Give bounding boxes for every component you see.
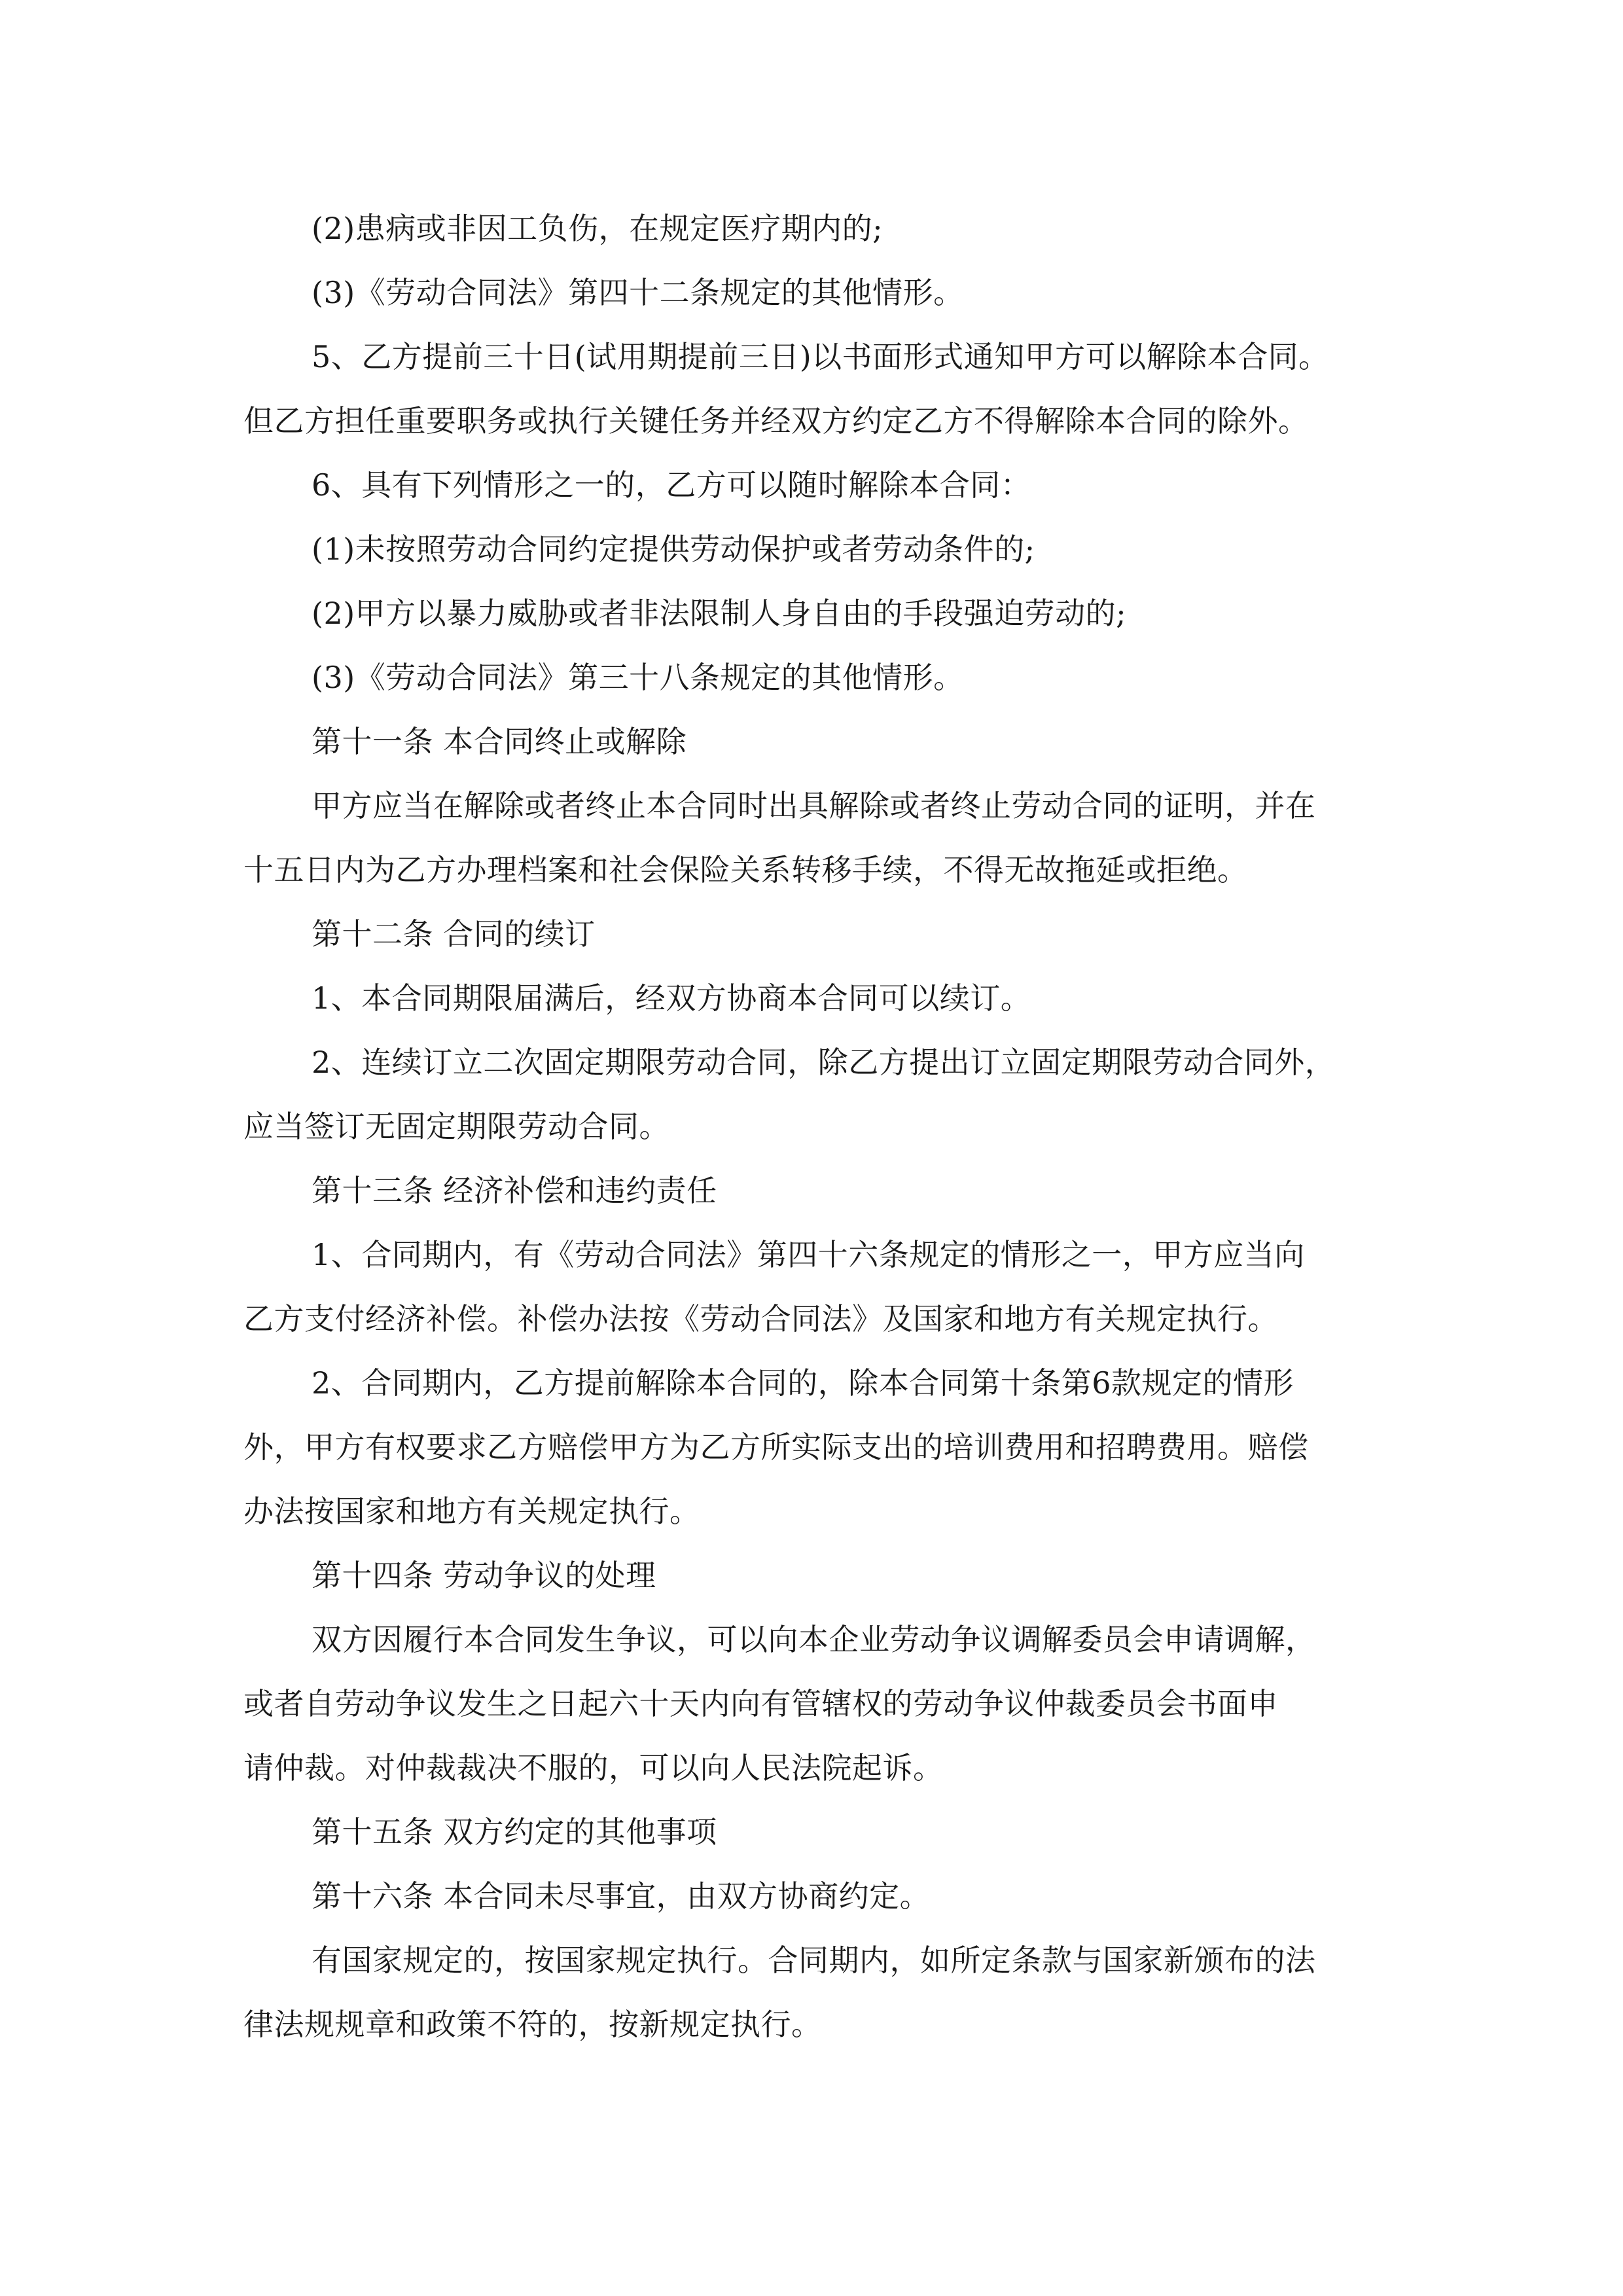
text-line: 6、具有下列情形之一的，乙方可以随时解除本合同： [312,467,1031,503]
text-line: (3)《劳动合同法》第四十二条规定的其他情形。 [312,275,964,310]
text-line: (2)患病或非因工负伤，在规定医疗期内的; [312,211,883,246]
text-line: 5、乙方提前三十日(试用期提前三日)以书面形式通知甲方可以解除本合同。 [312,339,1329,374]
text-line: (2)甲方以暴力威胁或者非法限制人身自由的手段强迫劳动的; [312,596,1127,631]
text-line: 甲方应当在解除或者终止本合同时出具解除或者终止劳动合同的证明，并在 [312,788,1316,823]
text-line: 十五日内为乙方办理档案和社会保险关系转移手续，不得无故拖延或拒绝。 [243,852,1248,888]
text-line: 外，甲方有权要求乙方赔偿甲方为乙方所实际支出的培训费用和招聘费用。赔偿 [243,1429,1309,1465]
article-heading: 第十二条 合同的续订 [312,916,596,952]
article-heading: 第十一条 本合同终止或解除 [312,724,687,759]
text-line: 1、本合同期限届满后，经双方协商本合同可以续订。 [312,980,1031,1016]
document-body [243,196,1395,2056]
text-line: 有国家规定的，按国家规定执行。合同期内，如所定条款与国家新颁布的法 [312,1943,1316,1978]
text-line: (1)未按照劳动合同约定提供劳动保护或者劳动条件的; [312,531,1035,567]
text-line: 办法按国家和地方有关规定执行。 [243,1494,700,1529]
text-line: (3)《劳动合同法》第三十八条规定的其他情形。 [312,660,964,695]
text-line: 请仲裁。对仲裁裁决不服的，可以向人民法院起诉。 [243,1750,944,1785]
article-heading: 第十三条 经济补偿和违约责任 [312,1173,717,1208]
text-line: 2、连续订立二次固定期限劳动合同，除乙方提出订立固定期限劳动合同外， [312,1045,1336,1080]
text-line: 应当签订无固定期限劳动合同。 [243,1109,669,1144]
article-heading: 第十五条 双方约定的其他事项 [312,1814,717,1850]
text-line: 但乙方担任重要职务或执行关键任务并经双方约定乙方不得解除本合同的除外。 [243,403,1309,439]
text-line: 双方因履行本合同发生争议，可以向本企业劳动争议调解委员会申请调解， [312,1622,1316,1657]
text-line: 1、合同期内，有《劳动合同法》第四十六条规定的情形之一，甲方应当向 [312,1237,1305,1272]
article-heading: 第十六条 本合同未尽事宜，由双方协商约定。 [312,1878,931,1914]
text-line: 或者自劳动争议发生之日起六十天内向有管辖权的劳动争议仲裁委员会书面申 [243,1686,1278,1721]
text-line: 乙方支付经济补偿。补偿办法按《劳动合同法》及国家和地方有关规定执行。 [243,1301,1278,1336]
text-line: 2、合同期内，乙方提前解除本合同的，除本合同第十条第6款规定的情形 [312,1365,1294,1401]
text-line: 律法规规章和政策不符的，按新规定执行。 [243,2007,822,2042]
article-heading: 第十四条 劳动争议的处理 [312,1558,656,1593]
